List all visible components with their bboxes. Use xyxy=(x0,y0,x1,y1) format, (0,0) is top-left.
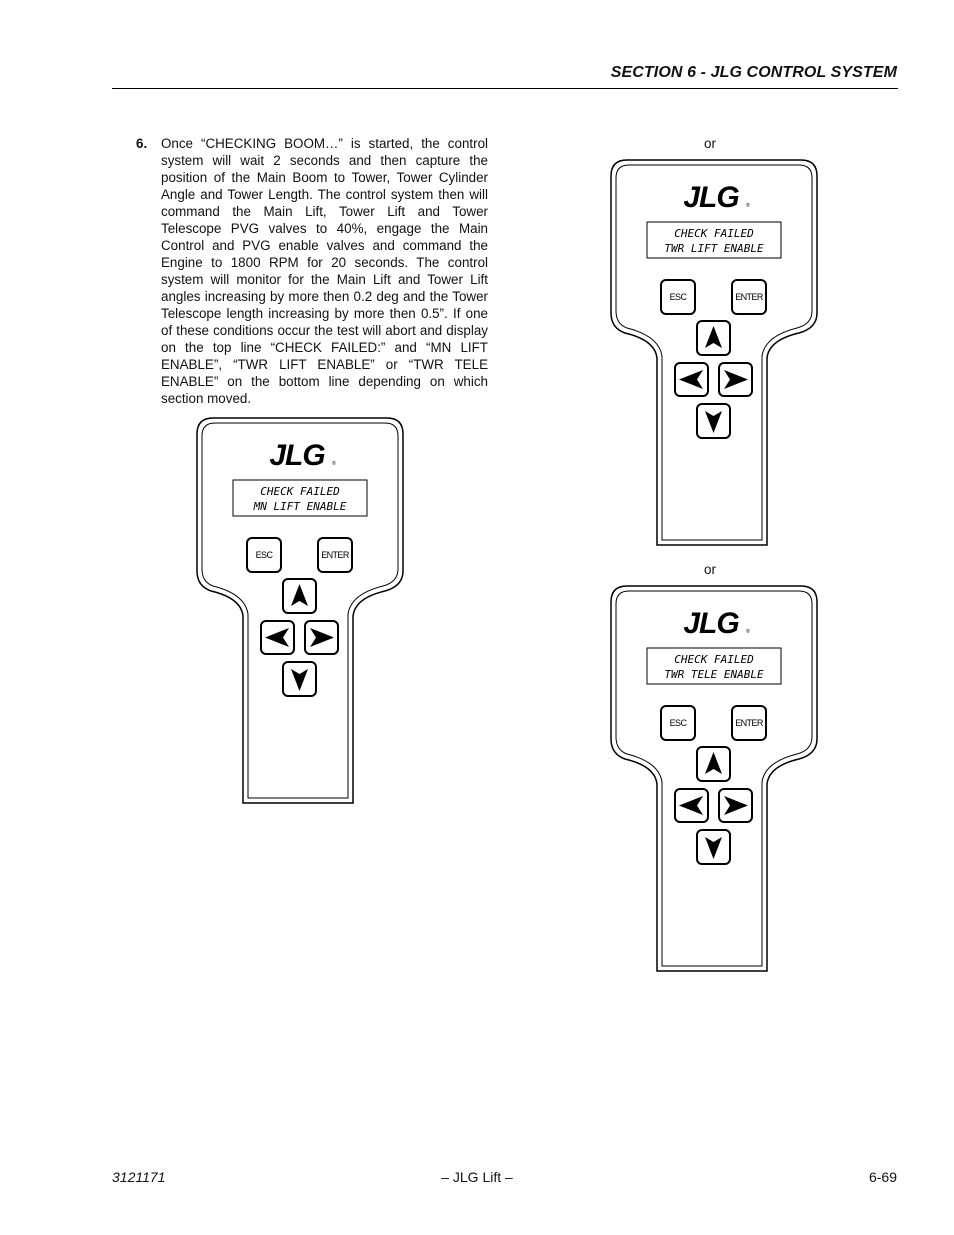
arrow-down-button[interactable] xyxy=(697,830,730,864)
pendant-twr-lift xyxy=(609,158,819,548)
arrow-up-button[interactable] xyxy=(697,747,730,781)
lcd-line-2: MN LIFT ENABLE xyxy=(253,500,347,513)
registered-mark: ® xyxy=(332,461,336,467)
footer-doc-number: 3121171 xyxy=(112,1169,166,1185)
esc-button[interactable] xyxy=(661,706,695,740)
arrow-left-button[interactable] xyxy=(675,363,708,396)
esc-button[interactable] xyxy=(661,280,695,314)
step-number: 6. xyxy=(136,136,148,151)
lcd-line-2: TWR LIFT ENABLE xyxy=(664,242,764,255)
arrow-up-button[interactable] xyxy=(283,579,316,613)
step-text: Once “CHECKING BOOM…” is started, the control system will wait 2 seconds and then capture the position of the Main Boom to Tower, Tower Cylinder Angle and Tower Length. The control system then will command the Main Lift, Tower Lift and Tower Telescope PVG valves to 40%, engage the Main Control and PVG enable valves and command the Engine to 1800 RPM for 20 seconds. The control system will monitor for the Main Lift and Tower Lift angles increasing by more then 0.2 deg and the Tower Telescope length increasing by more then 0.5”. If one of these conditions occur the test will abort and display on the top line “CHECK FAILED:” and “MN LIFT ENABLE”, “TWR LIFT ENABLE” or “TWR TELE ENABLE” on the bottom line depending on which section moved. xyxy=(161,136,488,406)
arrow-down-button[interactable] xyxy=(283,662,316,696)
registered-mark: ® xyxy=(746,203,750,209)
enter-label: ENTER xyxy=(735,292,763,302)
arrow-right-button[interactable] xyxy=(305,621,338,654)
enter-label: ENTER xyxy=(321,550,349,560)
esc-label: ESC xyxy=(669,718,687,728)
arrow-right-button[interactable] xyxy=(719,789,752,822)
arrow-left-button[interactable] xyxy=(675,789,708,822)
lcd-line-1: CHECK FAILED xyxy=(674,653,754,666)
arrow-left-button[interactable] xyxy=(261,621,294,654)
enter-button[interactable] xyxy=(732,280,766,314)
enter-label: ENTER xyxy=(735,718,763,728)
pendant-twr-tele xyxy=(609,584,819,974)
section-title: SECTION 6 - JLG CONTROL SYSTEM xyxy=(610,64,897,81)
arrow-up-button[interactable] xyxy=(697,321,730,355)
step-6 xyxy=(136,135,488,407)
footer-title: – JLG Lift – xyxy=(441,1169,513,1185)
header-rule xyxy=(112,88,898,89)
lcd-line-1: CHECK FAILED xyxy=(674,227,754,240)
or-separator-1: or xyxy=(704,136,716,151)
or-separator-2: or xyxy=(704,562,716,577)
esc-label: ESC xyxy=(669,292,687,302)
enter-button[interactable] xyxy=(318,538,352,572)
pendant-mn-lift xyxy=(195,416,405,806)
esc-label: ESC xyxy=(255,550,273,560)
registered-mark: ® xyxy=(746,629,750,635)
footer-page-number: 6-69 xyxy=(868,1169,897,1185)
arrow-down-button[interactable] xyxy=(697,404,730,438)
arrow-right-button[interactable] xyxy=(719,363,752,396)
esc-button[interactable] xyxy=(247,538,281,572)
jlg-logo: JLG xyxy=(683,181,739,214)
jlg-logo: JLG xyxy=(269,439,325,472)
jlg-logo: JLG xyxy=(683,607,739,640)
lcd-line-2: TWR TELE ENABLE xyxy=(664,668,764,681)
lcd-line-1: CHECK FAILED xyxy=(260,485,340,498)
enter-button[interactable] xyxy=(732,706,766,740)
